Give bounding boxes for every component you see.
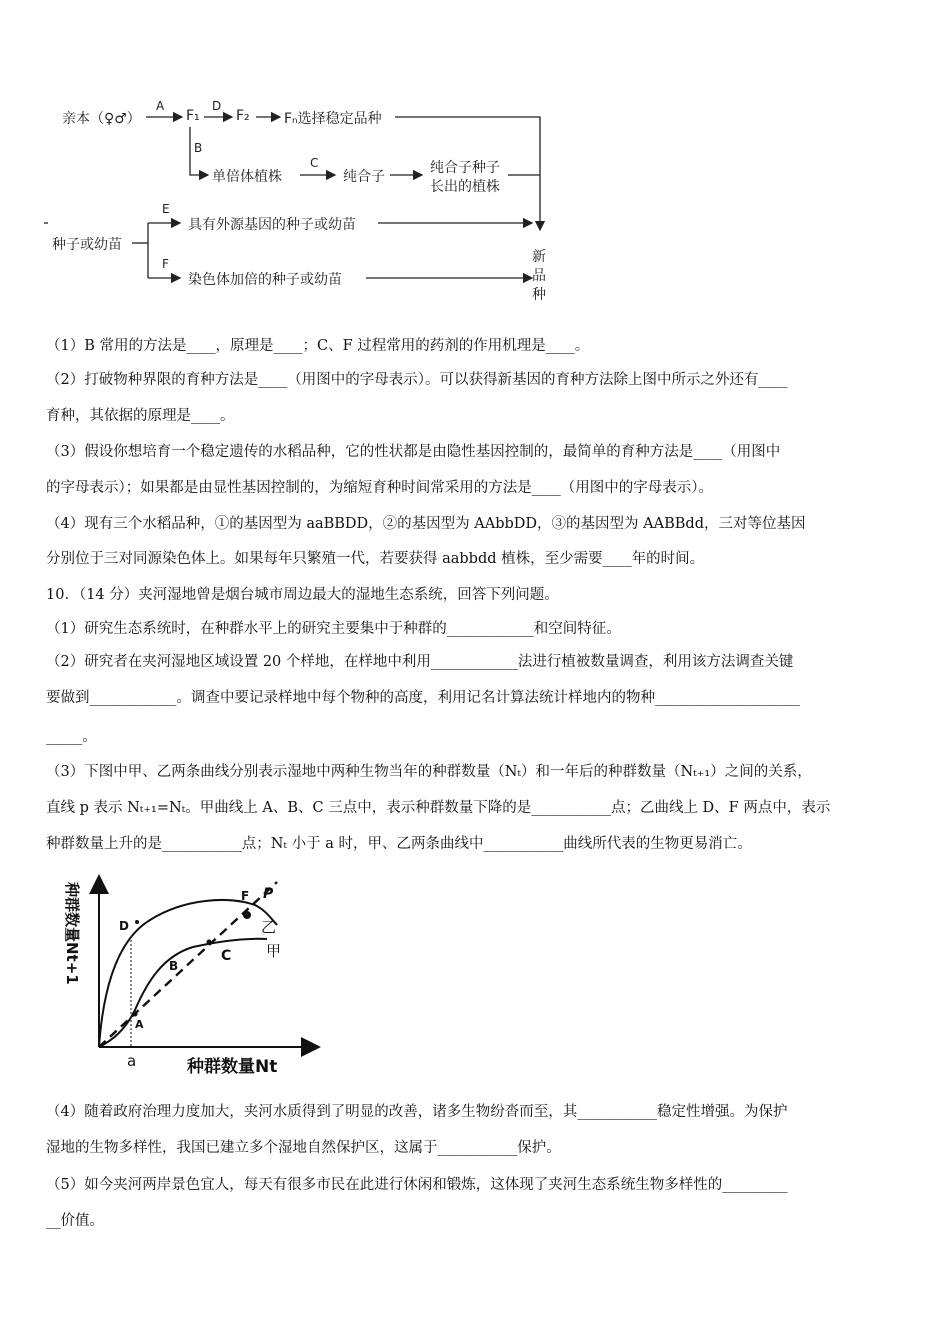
- label-d: D: [119, 919, 129, 933]
- flow-fn-select: Fₙ选择稳定品种: [284, 111, 382, 127]
- q9-3b: 的字母表示）；如果都是由显性基因控制的，为缩短育种时间常采用的方法是____（用图中的字母表示）。: [46, 480, 713, 496]
- population-graph: [55, 870, 335, 1085]
- label-p: P: [263, 886, 274, 902]
- flow-label-b: B: [194, 141, 203, 155]
- q9-2b: 育种，其依据的原理是____。: [46, 408, 235, 424]
- q10-3c: 种群数量上升的是___________点；Nₜ 小于 a 时，甲、乙两条曲线中___________曲线所代表的生物更易消亡。: [46, 836, 752, 852]
- label-yi: 乙: [261, 918, 277, 936]
- q10-5b: __价值。: [46, 1213, 104, 1229]
- flow-f1: F₁: [186, 108, 200, 124]
- line-p: [99, 882, 277, 1047]
- q9-3a: （3）假设你想培育一个稳定遗传的水稻品种，它的性状都是由隐性基因控制的，最简单的育种方法是____（用图中: [46, 444, 781, 460]
- curve-jia: [99, 939, 267, 1047]
- flow-label-d: D: [212, 99, 222, 113]
- flow-label-c: C: [310, 156, 319, 170]
- point-f: [243, 911, 251, 919]
- flow-label-e: E: [162, 202, 170, 216]
- point-c: [207, 940, 212, 945]
- flow-doubled: 染色体加倍的种子或幼苗: [188, 272, 342, 288]
- q10-3b: 直线 p 表示 Nₜ₊₁=Nₜ。甲曲线上 A、B、C 三点中，表示种群数量下降的是___________点；乙曲线上 D、F 两点中，表示: [46, 800, 831, 816]
- flow-new-3: 种: [532, 287, 546, 303]
- label-f: F: [241, 889, 250, 903]
- flow-f2: F₂: [236, 108, 250, 124]
- point-a: [133, 1012, 138, 1017]
- flow-homo-seed-2: 长出的植株: [430, 179, 500, 195]
- flow-parent: 亲本（♀♂）: [62, 111, 141, 127]
- flow-haploid: 单倍体植株: [212, 169, 282, 185]
- q10-2b: 要做到____________。调查中要记录样地中每个物种的高度，利用记名计算法统计样地内的物种____________________: [46, 690, 800, 706]
- flow-new-2: 品: [532, 268, 546, 284]
- y-axis-label: 种群数量Nt+1: [63, 882, 81, 985]
- q10-4a: （4）随着政府治理力度加大，夹河水质得到了明显的改善，诸多生物纷沓而至，其___________稳定性增强。为保护: [46, 1104, 788, 1120]
- q9-4a: （4）现有三个水稻品种，①的基因型为 aaBBDD，②的基因型为 AAbbDD，③的基因型为 AABBdd，三对等位基因: [46, 516, 806, 532]
- tick-a: a: [127, 1052, 137, 1070]
- label-a-point: A: [135, 1018, 144, 1031]
- flow-seed: 种子或幼苗: [52, 237, 122, 253]
- q9-1: （1）B 常用的方法是____，原理是____；C、F 过程常用的药剂的作用机理是____。: [46, 338, 590, 354]
- q10-4b: 湿地的生物多样性，我国已建立多个湿地自然保护区，这属于___________保护。: [46, 1140, 561, 1156]
- flow-homo-seed-1: 纯合子种子: [430, 160, 500, 176]
- flow-new-1: 新: [532, 249, 546, 265]
- q9-4b: 分别位于三对同源染色体上。如果每年只繁殖一代，若要获得 aabbdd 植株，至少需要____年的时间。: [46, 551, 705, 567]
- flow-label-a: A: [156, 99, 165, 113]
- flow-exogenous: 具有外源基因的种子或幼苗: [188, 217, 356, 233]
- q10-stem: 10．（14 分）夹河湿地曾是烟台城市周边最大的湿地生态系统，回答下列问题。: [46, 587, 559, 603]
- q10-2a: （2）研究者在夹河湿地区域设置 20 个样地，在样地中利用____________法进行植被数量调查，利用该方法调查关键: [46, 654, 794, 670]
- point-d: [135, 920, 139, 924]
- q10-1: （1）研究生态系统时，在种群水平上的研究主要集中于种群的____________和空间特征。: [46, 621, 621, 637]
- x-axis-label: 种群数量Nt: [187, 1057, 278, 1077]
- label-c: C: [221, 948, 232, 964]
- q10-5a: （5）如今夹河两岸景色宜人，每天有很多市民在此进行休闲和锻炼，这体现了夹河生态系统生物多样性的_________: [46, 1177, 788, 1193]
- q9-2a: （2）打破物种界限的育种方法是____（用图中的字母表示）。可以获得新基因的育种方法除上图中所示之外还有____: [46, 372, 788, 388]
- label-jia: 甲: [266, 942, 282, 960]
- q10-2c: _____。: [46, 729, 97, 745]
- q10-3a: （3）下图中甲、乙两条曲线分别表示湿地中两种生物当年的种群数量（Nₜ）和一年后的种群数量（Nₜ₊₁）之间的关系，: [46, 764, 812, 780]
- label-b: B: [169, 959, 179, 973]
- flow-label-f: F: [162, 257, 169, 271]
- flow-homozygote: 纯合子: [343, 169, 385, 185]
